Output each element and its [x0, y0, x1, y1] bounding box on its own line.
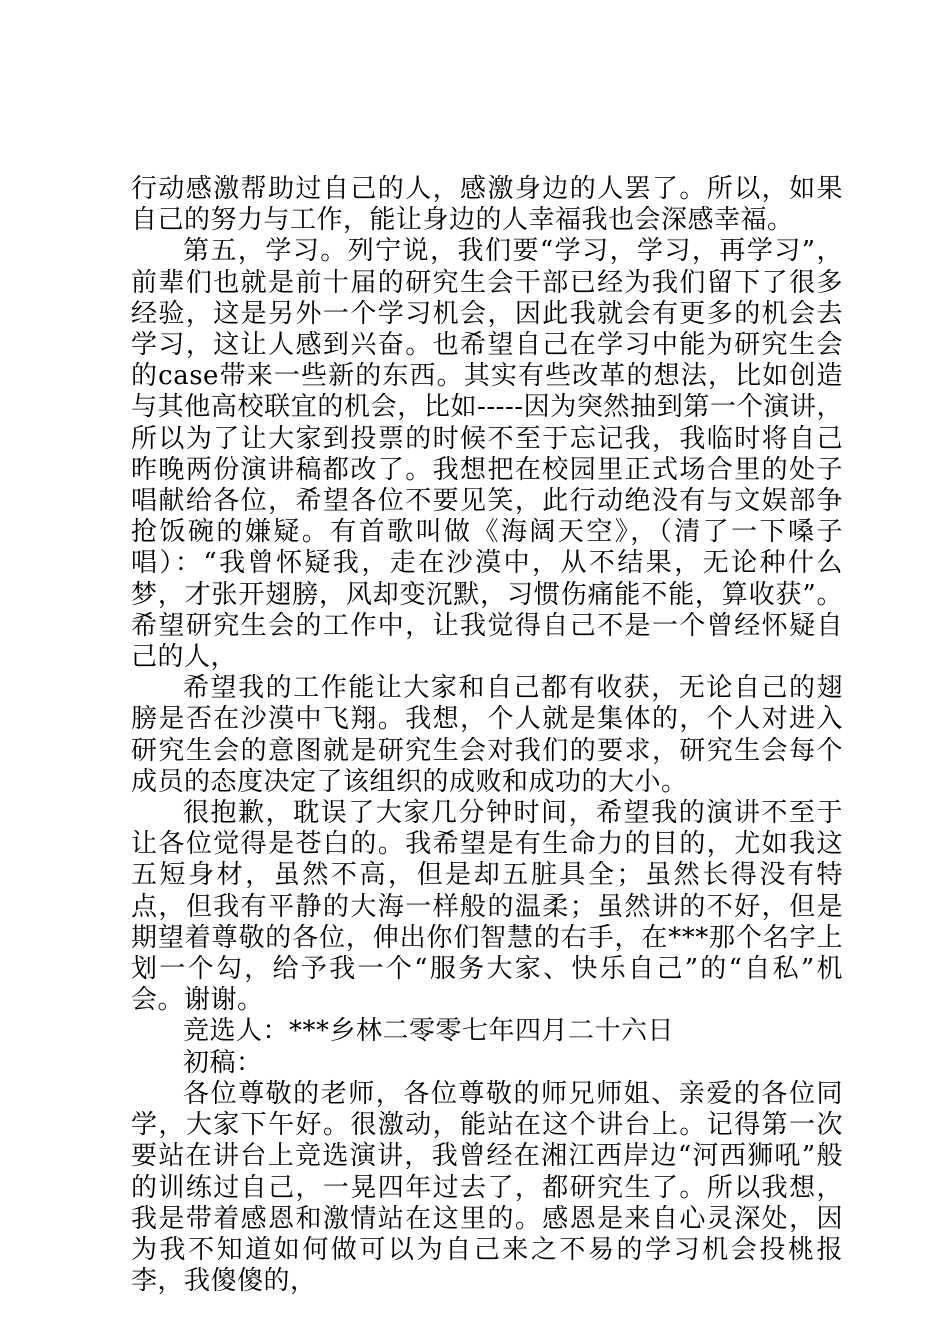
signature-line: 竞选人：***乡林二零零七年四月二十六日	[183, 1016, 675, 1047]
document-body	[131, 174, 843, 1297]
paragraph-3: 希望我的工作能让大家和自己都有收获，无论自己的翅膀是否在沙漠中飞翔。我想，个人就是集体的，个人对进入研究生会的意图就是研究生会对我们的要求，研究生会每个成员的态度决定了该组织的成败和成功的大小。	[131, 673, 843, 797]
draft-heading: 初稿：	[183, 1047, 263, 1078]
paragraph-1: 行动感激帮助过自己的人，感激身边的人罢了。所以，如果自己的努力与工作，能让身边的人幸福我也会深感幸福。	[131, 174, 843, 236]
paragraph-2: 第五，学习。列宁说，我们要“学习，学习，再学习”，前辈们也就是前十届的研究生会干部已经为我们留下了很多经验，这是另外一个学习机会，因此我就会有更多的机会去学习，这让人感到兴奋。也希望自己在学习中能为研究生会的case带来一些新的东西。其实有些改革的想法，比如创造与其他高校联宜的机会，比如-----因为突然抽到第一个演讲，所以为了让大家到投票的时候不至于忘记我，我临时将自己昨晚两份演讲稿都改了。我想把在校园里正式场合里的处子唱献给各位，希望各位不要见笑，此行动绝没有与文娱部争抢饭碗的嫌疑。有首歌叫做《海阔天空》，（清了一下嗓子唱）：“我曾怀疑我，走在沙漠中，从不结果，无论种什么梦，才张开翅膀，风却变沉默，习惯伤痛能不能，算收获”。希望研究生会的工作中，让我觉得自己不是一个曾经怀疑自己的人，	[131, 236, 843, 673]
paragraph-4: 很抱歉，耽误了大家几分钟时间，希望我的演讲不至于让各位觉得是苍白的。我希望是有生命力的目的，尤如我这五短身材，虽然不高，但是却五脏具全；虽然长得没有特点，但我有平静的大海一样般的温柔；虽然讲的不好，但是期望着尊敬的各位，伸出你们智慧的右手，在***那个名字上划一个勾，给予我一个“服务大家、快乐自己”的“自私”机会。谢谢。	[131, 798, 843, 1016]
paragraph-7: 各位尊敬的老师，各位尊敬的师兄师姐、亲爱的各位同学，大家下午好。很激动，能站在这个讲台上。记得第一次要站在讲台上竞选演讲，我曾经在湘江西岸边“河西狮吼”般的训练过自己，一晃四年过去了，都研究生了。所以我想，我是带着感恩和激情站在这里的。感恩是来自心灵深处，因为我不知道如何做可以为自己来之不易的学习机会投桃报李，我傻傻的，	[131, 1078, 843, 1297]
